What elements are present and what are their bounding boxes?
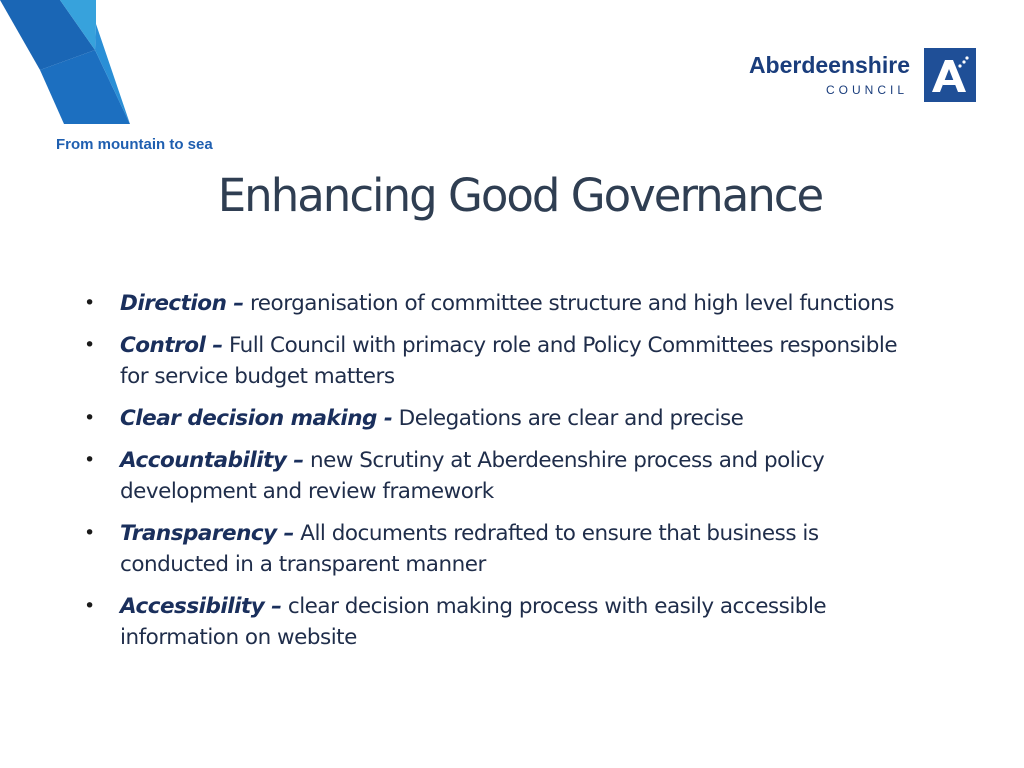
bullet-term: Accessibility – <box>120 594 282 619</box>
bullet-term: Control – <box>120 333 223 358</box>
list-item <box>84 403 914 434</box>
bullet-icon: • <box>84 407 95 429</box>
aberdeenshire-a-mark-icon <box>924 48 976 102</box>
bullet-icon: • <box>84 522 95 544</box>
list-item <box>84 330 914 392</box>
bullet-text: Delegations are clear and precise <box>392 406 744 431</box>
council-logo[interactable] <box>724 48 976 102</box>
logo-subtitle: COUNCIL <box>825 83 908 97</box>
bullet-term: Direction – <box>120 291 244 316</box>
list-item <box>84 445 914 507</box>
list-item <box>84 288 914 319</box>
bullet-icon: • <box>84 292 95 314</box>
bullet-icon: • <box>84 595 95 617</box>
slide-title: Enhancing Good Governance <box>217 169 823 222</box>
logo-name: Aberdeenshire <box>748 52 910 78</box>
list-item <box>84 591 914 653</box>
bullet-term: Transparency – <box>120 521 294 546</box>
bullet-icon: • <box>84 449 95 471</box>
bullet-text: clear decision making process with easily accessible information on website <box>120 594 827 650</box>
tagline: From mountain to sea <box>56 136 213 153</box>
bullet-text: reorganisation of committee structure and high level functions <box>243 291 894 316</box>
bullet-text: Full Council with primacy role and Policy Committees responsible for service budget matters <box>120 333 898 389</box>
bullet-text: new Scrutiny at Aberdeenshire process and policy development and review framework <box>120 448 825 504</box>
bullet-icon: • <box>84 334 95 356</box>
bullet-text: All documents redrafted to ensure that business is conducted in a transparent manner <box>120 521 819 577</box>
list-item <box>84 518 914 580</box>
corner-graphic <box>0 0 135 125</box>
bullet-list <box>84 288 914 664</box>
bullet-term: Accountability – <box>120 448 304 473</box>
bullet-term: Clear decision making - <box>120 406 393 431</box>
